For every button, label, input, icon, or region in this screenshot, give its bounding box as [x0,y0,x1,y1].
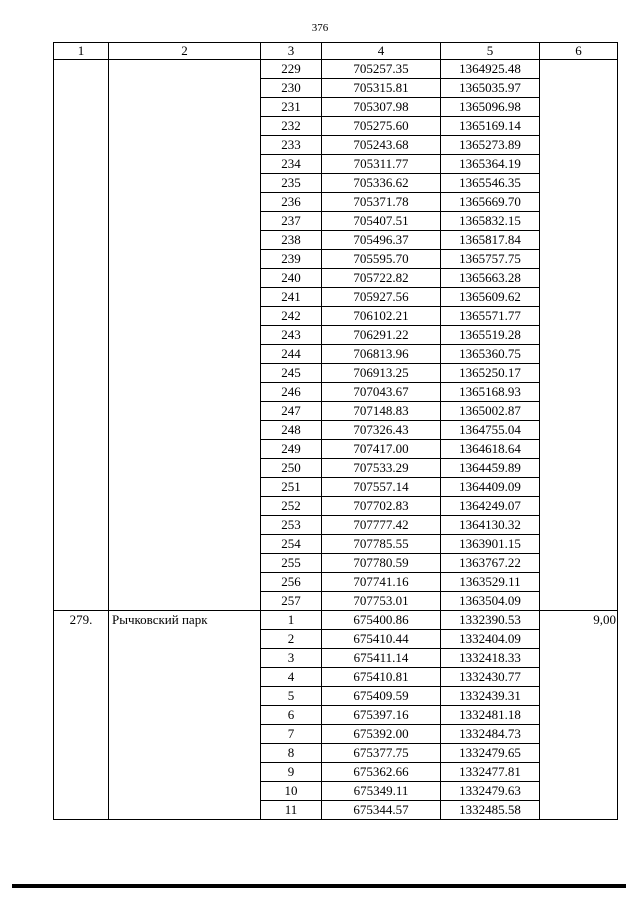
record-number: 279. [54,611,109,820]
coordinate-x: 706102.21 [322,307,441,326]
point-number: 244 [261,345,322,364]
column-header-2: 2 [109,43,261,60]
point-number: 256 [261,573,322,592]
coordinate-x: 705336.62 [322,174,441,193]
coordinate-y: 1332439.31 [441,687,540,706]
coordinate-y: 1363901.15 [441,535,540,554]
coordinate-y: 1365096.98 [441,98,540,117]
footer-rule [12,884,626,888]
record-area-cell [540,60,618,611]
coordinate-x: 675392.00 [322,725,441,744]
coordinate-x: 705595.70 [322,250,441,269]
coordinate-y: 1365817.84 [441,231,540,250]
coordinate-y: 1365757.75 [441,250,540,269]
record-name-cell [109,60,261,611]
point-number: 232 [261,117,322,136]
coordinate-x: 675397.16 [322,706,441,725]
point-number: 247 [261,402,322,421]
coordinate-x: 706813.96 [322,345,441,364]
coordinate-x: 675344.57 [322,801,441,820]
point-number: 233 [261,136,322,155]
point-number: 10 [261,782,322,801]
coordinate-y: 1365364.19 [441,155,540,174]
table-row [54,60,618,79]
point-number: 238 [261,231,322,250]
coordinate-x: 707753.01 [322,592,441,611]
coordinate-y: 1365669.70 [441,193,540,212]
coordinate-x: 706291.22 [322,326,441,345]
coordinate-x: 675411.14 [322,649,441,668]
column-header-6: 6 [540,43,618,60]
coordinate-y: 1363504.09 [441,592,540,611]
coordinate-x: 675409.59 [322,687,441,706]
point-number: 236 [261,193,322,212]
coordinate-x: 705315.81 [322,79,441,98]
coordinate-x: 707148.83 [322,402,441,421]
point-number: 4 [261,668,322,687]
point-number: 245 [261,364,322,383]
coordinate-x: 675410.81 [322,668,441,687]
coordinate-y: 1365832.15 [441,212,540,231]
point-number: 240 [261,269,322,288]
coordinate-y: 1332418.33 [441,649,540,668]
coordinate-y: 1332404.09 [441,630,540,649]
coordinate-x: 705243.68 [322,136,441,155]
point-number: 252 [261,497,322,516]
coordinate-y: 1365169.14 [441,117,540,136]
point-number: 257 [261,592,322,611]
point-number: 249 [261,440,322,459]
header-row [54,43,618,60]
point-number: 3 [261,649,322,668]
coordinate-y: 1364249.07 [441,497,540,516]
point-number: 5 [261,687,322,706]
point-number: 246 [261,383,322,402]
page-number: 376 [311,22,329,34]
coordinate-x: 675400.86 [322,611,441,630]
coordinate-y: 1365168.93 [441,383,540,402]
coordinate-x: 675377.75 [322,744,441,763]
coordinate-y: 1332430.77 [441,668,540,687]
point-number: 241 [261,288,322,307]
coordinate-y: 1365519.28 [441,326,540,345]
coordinate-x: 707741.16 [322,573,441,592]
coordinate-y: 1365546.35 [441,174,540,193]
coordinate-y: 1364130.32 [441,516,540,535]
coordinate-y: 1364755.04 [441,421,540,440]
coordinates-table [53,42,618,820]
point-number: 2 [261,630,322,649]
coordinate-x: 705307.98 [322,98,441,117]
coordinate-y: 1364409.09 [441,478,540,497]
coordinate-x: 707785.55 [322,535,441,554]
column-header-3: 3 [261,43,322,60]
coordinate-x: 705722.82 [322,269,441,288]
point-number: 7 [261,725,322,744]
coordinate-y: 1365035.97 [441,79,540,98]
coordinate-x: 707557.14 [322,478,441,497]
coordinate-x: 675362.66 [322,763,441,782]
coordinate-x: 707417.00 [322,440,441,459]
coordinate-y: 1365571.77 [441,307,540,326]
coordinate-y: 1363529.11 [441,573,540,592]
coordinate-x: 707043.67 [322,383,441,402]
point-number: 253 [261,516,322,535]
coordinate-y: 1332477.81 [441,763,540,782]
coordinate-x: 705257.35 [322,60,441,79]
point-number: 8 [261,744,322,763]
point-number: 235 [261,174,322,193]
coordinate-y: 1365360.75 [441,345,540,364]
point-number: 230 [261,79,322,98]
coordinates-table-body [54,43,618,820]
coordinate-x: 705927.56 [322,288,441,307]
coordinate-y: 1332484.73 [441,725,540,744]
record-number-cell [54,60,109,611]
point-number: 242 [261,307,322,326]
coordinate-x: 706913.25 [322,364,441,383]
coordinate-y: 1364925.48 [441,60,540,79]
point-number: 234 [261,155,322,174]
coordinate-x: 707777.42 [322,516,441,535]
point-number: 237 [261,212,322,231]
point-number: 255 [261,554,322,573]
point-number: 239 [261,250,322,269]
coordinate-x: 705275.60 [322,117,441,136]
coordinate-x: 705311.77 [322,155,441,174]
coordinate-y: 1332479.63 [441,782,540,801]
coordinate-x: 705371.78 [322,193,441,212]
coordinate-y: 1364618.64 [441,440,540,459]
coordinate-x: 707533.29 [322,459,441,478]
coordinate-y: 1363767.22 [441,554,540,573]
coordinate-x: 707702.83 [322,497,441,516]
coordinate-y: 1332390.53 [441,611,540,630]
point-number: 229 [261,60,322,79]
point-number: 1 [261,611,322,630]
coordinate-y: 1365002.87 [441,402,540,421]
coordinate-x: 675349.11 [322,782,441,801]
point-number: 251 [261,478,322,497]
coordinate-y: 1332479.65 [441,744,540,763]
coordinate-x: 675410.44 [322,630,441,649]
column-header-1: 1 [54,43,109,60]
coordinate-y: 1365250.17 [441,364,540,383]
point-number: 254 [261,535,322,554]
point-number: 6 [261,706,322,725]
point-number: 11 [261,801,322,820]
point-number: 231 [261,98,322,117]
point-number: 243 [261,326,322,345]
coordinate-x: 705496.37 [322,231,441,250]
record-name: Рычковский парк [109,611,261,820]
coordinate-x: 707326.43 [322,421,441,440]
coordinate-y: 1365663.28 [441,269,540,288]
coordinate-y: 1365273.89 [441,136,540,155]
coordinate-y: 1332481.18 [441,706,540,725]
point-number: 248 [261,421,322,440]
point-number: 250 [261,459,322,478]
coordinate-y: 1365609.62 [441,288,540,307]
coordinate-y: 1364459.89 [441,459,540,478]
point-number: 9 [261,763,322,782]
column-header-4: 4 [322,43,441,60]
coordinate-x: 707780.59 [322,554,441,573]
record-area: 9,00 [540,611,618,820]
column-header-5: 5 [441,43,540,60]
table-row [54,611,618,630]
coordinate-y: 1332485.58 [441,801,540,820]
coordinate-x: 705407.51 [322,212,441,231]
